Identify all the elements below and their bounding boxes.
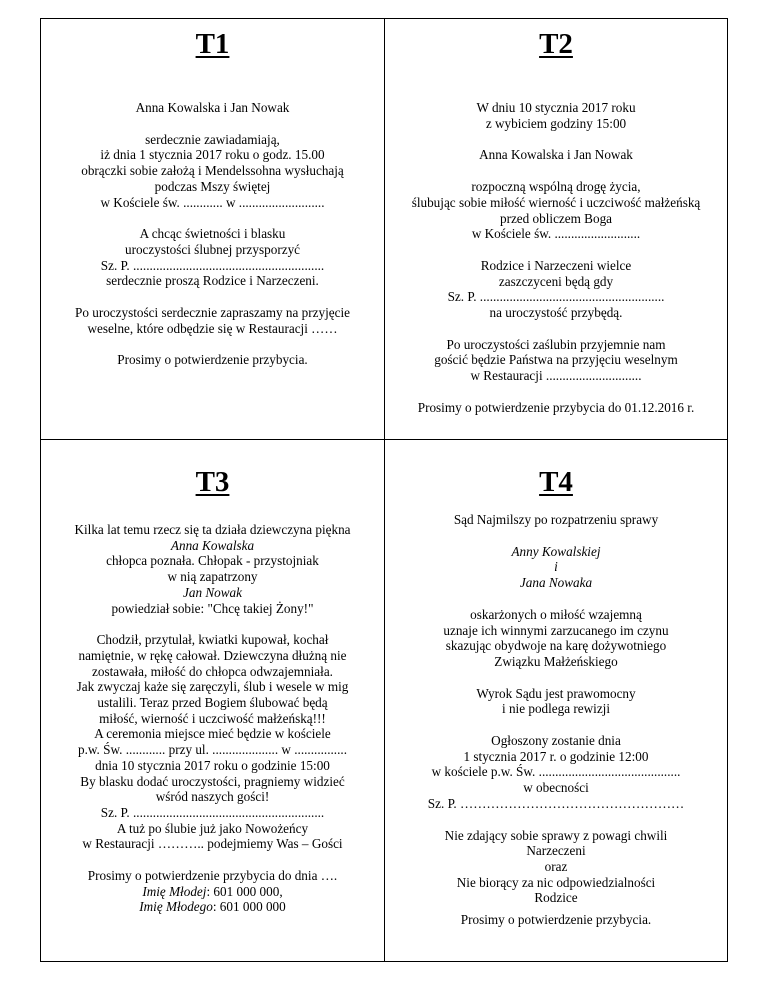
text-line: skazując obydwoje na karę dożywotniego [445,638,667,654]
text-line: serdecznie proszą Rodzice i Narzeczeni. [106,273,319,289]
text-line: Sz. P. .......................................................... [100,257,325,273]
text-line: powiedział sobie: "Chcę takiej Żony!" [111,600,314,616]
groom-name: Jan Nowak [183,584,242,600]
text-line: zaszczyceni będą gdy [498,273,614,289]
bride-phone [41,884,384,900]
text-line: A ceremonia miejsce mieć będzie w kościele [94,726,331,742]
text-line: w Restauracji ……….. podejmiemy Was – Gości [82,836,343,852]
text-line: Rodzice [534,890,578,906]
text-line: Nie biorący za nic odpowiedzialności [456,874,656,890]
t4-closing [385,828,727,907]
text-line: oraz [544,858,568,874]
bride-label: Imię Młodej [142,883,207,899]
text-line: By blasku dodać uroczystości, pragniemy widzieć [80,773,345,789]
text-line: dnia 10 stycznia 2017 roku o godzinie 15:00 [95,757,330,773]
text-line: uznaje ich winnymi zarzucanego im czynu [443,622,669,638]
text-line: miłość, wierność i uczciwość małżeńską!!! [99,710,326,726]
text-line: iż dnia 1 stycznia 2017 roku o godz. 15.00 [100,147,325,163]
t2-date [385,100,727,131]
text-line: Rodzice i Narzeczeni wielce [480,257,632,273]
text-line: podczas Mszy świętej [154,178,271,194]
t1-rsvp: Prosimy o potwierdzenie przybycia. [117,352,308,368]
text-line: wśród naszych gości! [155,789,270,805]
text-line: i nie podlega rewizji [501,701,611,717]
text-line: Ogłoszony zostanie dnia [491,733,621,749]
t2-reception [385,337,727,384]
t4-verdict [385,686,727,717]
t3-title: T3 [195,466,230,498]
text-line: Sz. P. …………………………………………… [427,795,685,811]
text-line: Wyrok Sądu jest prawomocny [476,685,636,701]
text-line: i [554,559,558,575]
text-line: w kościele p.w. Św. ........................................... [431,764,681,780]
text-line: Po uroczystości serdecznie zapraszamy na przyjęcie [75,305,350,321]
text-line: obrączki sobie założą i Mendelssohna wysłuchają [81,163,344,179]
text-line: przed obliczem Boga [499,210,613,226]
text-line: oskarżonych o miłość wzajemną [470,606,642,622]
t3-body [41,632,384,852]
t4-court: Sąd Najmilszy po rozpatrzeniu sprawy [453,512,659,527]
text-line: 1 stycznia 2017 r. o godzinie 12:00 [463,748,649,764]
t4-rsvp: Prosimy o potwierdzenie przybycia. [460,912,652,928]
text-line: uroczystości ślubnej przysporzyć [124,241,301,257]
text-line: serdecznie zawiadamiają, [145,131,280,147]
text-line: Nie zdający sobie sprawy z powagi chwili [444,827,668,843]
text-line: Narzeczeni [526,843,586,859]
text-line: ustalili. Teraz przed Bogiem ślubować będą [97,695,328,711]
t2-vows [385,179,727,242]
t3-story [41,522,384,616]
text-line: rozpoczną wspólną drogę życia, [471,179,641,195]
t2-names: Anna Kowalska i Jan Nowak [479,147,633,163]
t2-rsvp: Prosimy o potwierdzenie przybycia do 01.12.2016 r. [417,399,695,415]
invitation-t2 [385,27,727,416]
invitation-t4 [385,465,727,928]
text-line: w Kościele św. .......................... [471,226,641,242]
text-line: Jak zwyczaj każe się zaręczyli, ślub i wesele w mig [76,679,349,695]
invitation-grid [40,18,728,962]
text-line: Chodził, przytulał, kwiatki kupował, kochał [96,632,329,648]
invitation-t1 [41,27,384,368]
t2-title: T2 [539,28,573,60]
text-line: Prosimy o potwierdzenie przybycia do dnia …. [87,868,338,884]
text-line: w Kościele św. ............ w .......................... [100,194,325,210]
text-line: na uroczystość przybędą. [489,305,623,321]
t4-announce [385,733,727,812]
text-line: A chcąc świetności i blasku [139,226,286,242]
text-line: W dniu 10 stycznia 2017 roku [476,100,636,115]
text-line: chłopca poznała. Chłopak - przystojniak [106,553,319,569]
text-line: w Restauracji ............................. [470,368,642,384]
horizontal-divider [41,439,727,440]
groom-phone-number: : 601 000 000 [212,899,286,915]
text-line: Anny Kowalskiej [511,543,601,559]
t2-honor [385,258,727,321]
t1-splendor [41,226,384,289]
text-line: Sz. P. ........................................................ [447,289,665,305]
t1-names: Anna Kowalska i Jan Nowak [135,100,290,115]
t1-reception [41,305,384,336]
text-line: w obecności [523,780,589,796]
t4-title: T4 [539,466,573,498]
t1-announce [41,132,384,211]
text-line: gościć będzie Państwa na przyjęciu weselnym [434,352,678,368]
groom-phone [41,899,384,915]
text-line: ślubując sobie miłość wierność i uczciwość małżeńską [411,194,701,210]
text-line: Związku Małżeńskiego [494,653,618,669]
text-line: Po uroczystości zaślubin przyjemnie nam [446,336,666,352]
t4-names [385,544,727,591]
text-line: Jana Nowaka [519,575,593,591]
text-line: A tuż po ślubie już jako Nowożeńcy [116,820,309,836]
text-line: p.w. Św. ............ przy ul. .................... w ................ [78,742,347,758]
bride-name: Anna Kowalska [170,537,255,553]
t4-accused [385,607,727,670]
text-line: z wybiciem godziny 15:00 [485,115,627,131]
text-line: namiętnie, w rękę całował. Dziewczyna dłużną nie [78,647,347,663]
t3-rsvp [41,868,384,915]
groom-label: Imię Młodego [139,899,213,915]
text-line: Sz. P. .......................................................... [100,804,325,820]
t1-title: T1 [195,28,230,60]
text-line: w nią zapatrzony [167,569,258,585]
bride-phone-number: : 601 000 000, [206,883,283,899]
text-line: zostawała, miłość do chłopca odwzajemniała. [92,663,333,679]
invitation-t3 [41,465,384,915]
text-line: weselne, które odbędzie się w Restauracji …… [87,320,338,336]
text-line: Kilka lat temu rzecz się ta działa dziewczyna piękna [74,522,351,537]
